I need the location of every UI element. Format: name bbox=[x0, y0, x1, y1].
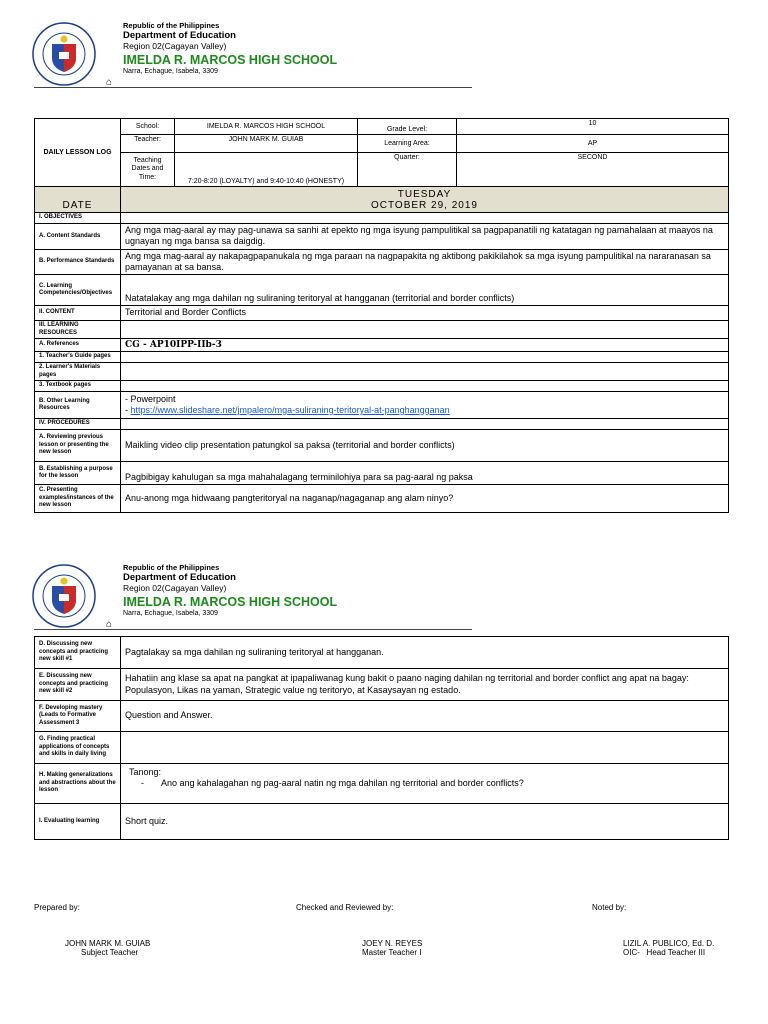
teacher-value: JOHN MARK M. GUIAB bbox=[175, 135, 358, 153]
header-text bbox=[123, 22, 337, 76]
proc-h-question-label: Tanong: bbox=[129, 767, 162, 777]
objectives-label: I. OBJECTIVES bbox=[35, 213, 121, 224]
school-name: IMELDA R. MARCOS HIGH SCHOOL bbox=[123, 53, 338, 68]
dates-label: Teaching Dates and Time: bbox=[121, 153, 175, 187]
deped-seal-icon bbox=[32, 564, 96, 628]
teachers-guide-label: 1. Teacher's Guide pages bbox=[35, 352, 121, 363]
proc-g bbox=[121, 732, 729, 764]
checked-by-label: Checked and Reviewed by: bbox=[296, 903, 394, 912]
proc-h-question: - Ano ang kahalagahan ng pag-aaral natin ng mga dahilan ng territorial and border conflicts? bbox=[141, 778, 524, 789]
references: CG - AP10IPP-IIb-3 bbox=[121, 339, 729, 352]
proc-d: Pagtalakay sa mga dahilan ng suliraning teritoryal at hangganan. bbox=[121, 637, 729, 669]
deped-seal-icon bbox=[32, 22, 96, 86]
department-text: Department of Education bbox=[123, 571, 236, 583]
learning-resources-label: III. LEARNING RESOURCES bbox=[35, 321, 121, 339]
republic-text: Republic of the Philippines bbox=[123, 21, 220, 30]
grade-label: Grade Level: bbox=[358, 119, 457, 135]
proc-g-label: G. Finding practical applications of concepts and skills in daily living bbox=[35, 732, 121, 764]
date-label: DATE bbox=[35, 187, 121, 213]
lesson-log-table bbox=[34, 118, 729, 513]
other-resources-label: B. Other Learning Resources bbox=[35, 392, 121, 419]
prepared-title: Subject Teacher bbox=[81, 948, 139, 957]
region-text: Region 02(Cagayan Valley) bbox=[123, 40, 227, 51]
header-text bbox=[123, 564, 337, 618]
references-label: A. References bbox=[35, 339, 121, 352]
proc-a-label: A. Reviewing previous lesson or presenting the new lesson bbox=[35, 430, 121, 462]
content-standards-label: A. Content Standards bbox=[35, 224, 121, 250]
republic-text: Republic of the Philippines bbox=[123, 563, 220, 572]
school-name: IMELDA R. MARCOS HIGH SCHOOL bbox=[123, 595, 338, 610]
procedures-label: IV. PROCEDURES bbox=[35, 419, 121, 430]
proc-b-label: B. Establishing a purpose for the lesson bbox=[35, 462, 121, 485]
content-label: II. CONTENT bbox=[35, 306, 121, 321]
teacher-label: Teacher: bbox=[121, 135, 175, 153]
textbook-pages-label: 3. Textbook pages bbox=[35, 381, 121, 392]
school-value: IMELDA R. MARCOS HIGH SCHOOL bbox=[175, 119, 358, 135]
area-value: AP bbox=[457, 135, 729, 153]
proc-e: Hahatiin ang klase sa apat na pangkat at ipapaliwanag kung bakit o paano naging dahilan ng territorial and border conflict ang apat na bagay: Populasyon, Likas na yaman, Strategic value ng teritoryo, at Kasaysayan ng estado. bbox=[121, 669, 729, 701]
proc-i-label: I. Evaluating learning bbox=[35, 804, 121, 840]
date-text: OCTOBER 29, 2019 bbox=[371, 199, 478, 211]
header-divider bbox=[34, 87, 472, 88]
department-text: Department of Education bbox=[123, 29, 236, 41]
date-value bbox=[121, 187, 729, 213]
content: Territorial and Border Conflicts bbox=[121, 306, 729, 321]
quarter-label: Quarter: bbox=[358, 153, 457, 187]
school-label: School: bbox=[121, 119, 175, 135]
school-address: Narra, Echague, Isabela, 3309 bbox=[123, 609, 218, 617]
date-day: TUESDAY bbox=[397, 188, 452, 200]
area-label: Learning Area: bbox=[358, 135, 457, 153]
checked-name: JOEY N. REYES bbox=[362, 939, 423, 948]
competencies-label: C. Learning Competencies/Objectives bbox=[35, 275, 121, 306]
page-header-1 bbox=[32, 22, 472, 92]
noted-signatory bbox=[623, 939, 714, 957]
performance-standards-label: B. Performance Standards bbox=[35, 249, 121, 275]
region-text: Region 02(Cagayan Valley) bbox=[123, 582, 227, 593]
competencies: Natatalakay ang mga dahilan ng suliraning teritoryal at hangganan (territorial and border conflicts) bbox=[121, 275, 729, 306]
learners-materials-label: 2. Learner's Materials pages bbox=[35, 363, 121, 381]
proc-f-label: F. Developing mastery (Leads to Formative Assessment 3 bbox=[35, 701, 121, 732]
prepared-signatory bbox=[65, 939, 150, 957]
proc-b: Pagbibigay kahulugan sa mga mahahalagang terminilohiya para sa pag-aaral ng paksa bbox=[121, 462, 729, 485]
house-icon: ⌂ bbox=[106, 619, 113, 630]
header-divider bbox=[34, 629, 472, 630]
proc-e-label: E. Discussing new concepts and practicing new skill #2 bbox=[35, 669, 121, 701]
powerpoint-text: - Powerpoint bbox=[125, 393, 176, 404]
proc-c-label: C. Presenting examples/instances of the new lesson bbox=[35, 485, 121, 513]
performance-standards: Ang mga mag-aaral ay nakapagpapanukala ng mga paraan na nagpapakita ng aktibong pakikilahok sa mga isyung pampulitikal na nararanasan sa pamayanan at sa bansa. bbox=[121, 249, 729, 275]
checked-title: Master Teacher I bbox=[362, 948, 422, 957]
slideshare-link[interactable]: https://www.slideshare.net/jmpalero/mga-suliraning-teritoryal-at-panghangganan bbox=[130, 405, 450, 415]
other-resources bbox=[121, 392, 729, 419]
quarter-value: SECOND bbox=[457, 153, 729, 187]
noted-title: OIC- Head Teacher III bbox=[623, 948, 706, 957]
slideshare-line bbox=[125, 405, 724, 416]
lesson-log-table-2 bbox=[34, 636, 729, 840]
page-header-2 bbox=[32, 564, 472, 634]
proc-a: Maikling video clip presentation patungkol sa paksa (territorial and border conflicts) bbox=[121, 430, 729, 462]
house-icon: ⌂ bbox=[106, 77, 113, 88]
prepared-by-label: Prepared by: bbox=[34, 903, 80, 912]
dll-title: DAILY LESSON LOG bbox=[35, 119, 121, 187]
noted-name: LIZIL A. PUBLICO, Ed. D. bbox=[623, 939, 715, 948]
proc-c: Anu-anong mga hidwaang pangteritoryal na naganap/nagaganap ang alam ninyo? bbox=[121, 485, 729, 513]
dates-value: 7:20-8:20 (LOYALTY) and 9:40-10:40 (HONESTY) bbox=[175, 153, 358, 187]
proc-h bbox=[121, 764, 729, 804]
proc-f: Question and Answer. bbox=[121, 701, 729, 732]
checked-signatory bbox=[362, 939, 422, 957]
grade-value: 10 bbox=[457, 119, 729, 135]
proc-d-label: D. Discussing new concepts and practicing new skill #1 bbox=[35, 637, 121, 669]
proc-i: Short quiz. bbox=[121, 804, 729, 840]
school-address: Narra, Echague, Isabela, 3309 bbox=[123, 67, 218, 75]
noted-by-label: Noted by: bbox=[592, 903, 627, 912]
content-standards: Ang mga mag-aaral ay may pag-unawa sa sanhi at epekto ng mga isyung pampulitikal sa pagpapanatili ng katatagan ng pamahalaan at maayos na ugnayan ng mga bansa sa daigdig. bbox=[121, 224, 729, 250]
prepared-name: JOHN MARK M. GUIAB bbox=[65, 939, 151, 948]
slideshare-prefix: - bbox=[125, 405, 131, 415]
proc-h-label: H. Making generalizations and abstractions about the lesson bbox=[35, 764, 121, 804]
